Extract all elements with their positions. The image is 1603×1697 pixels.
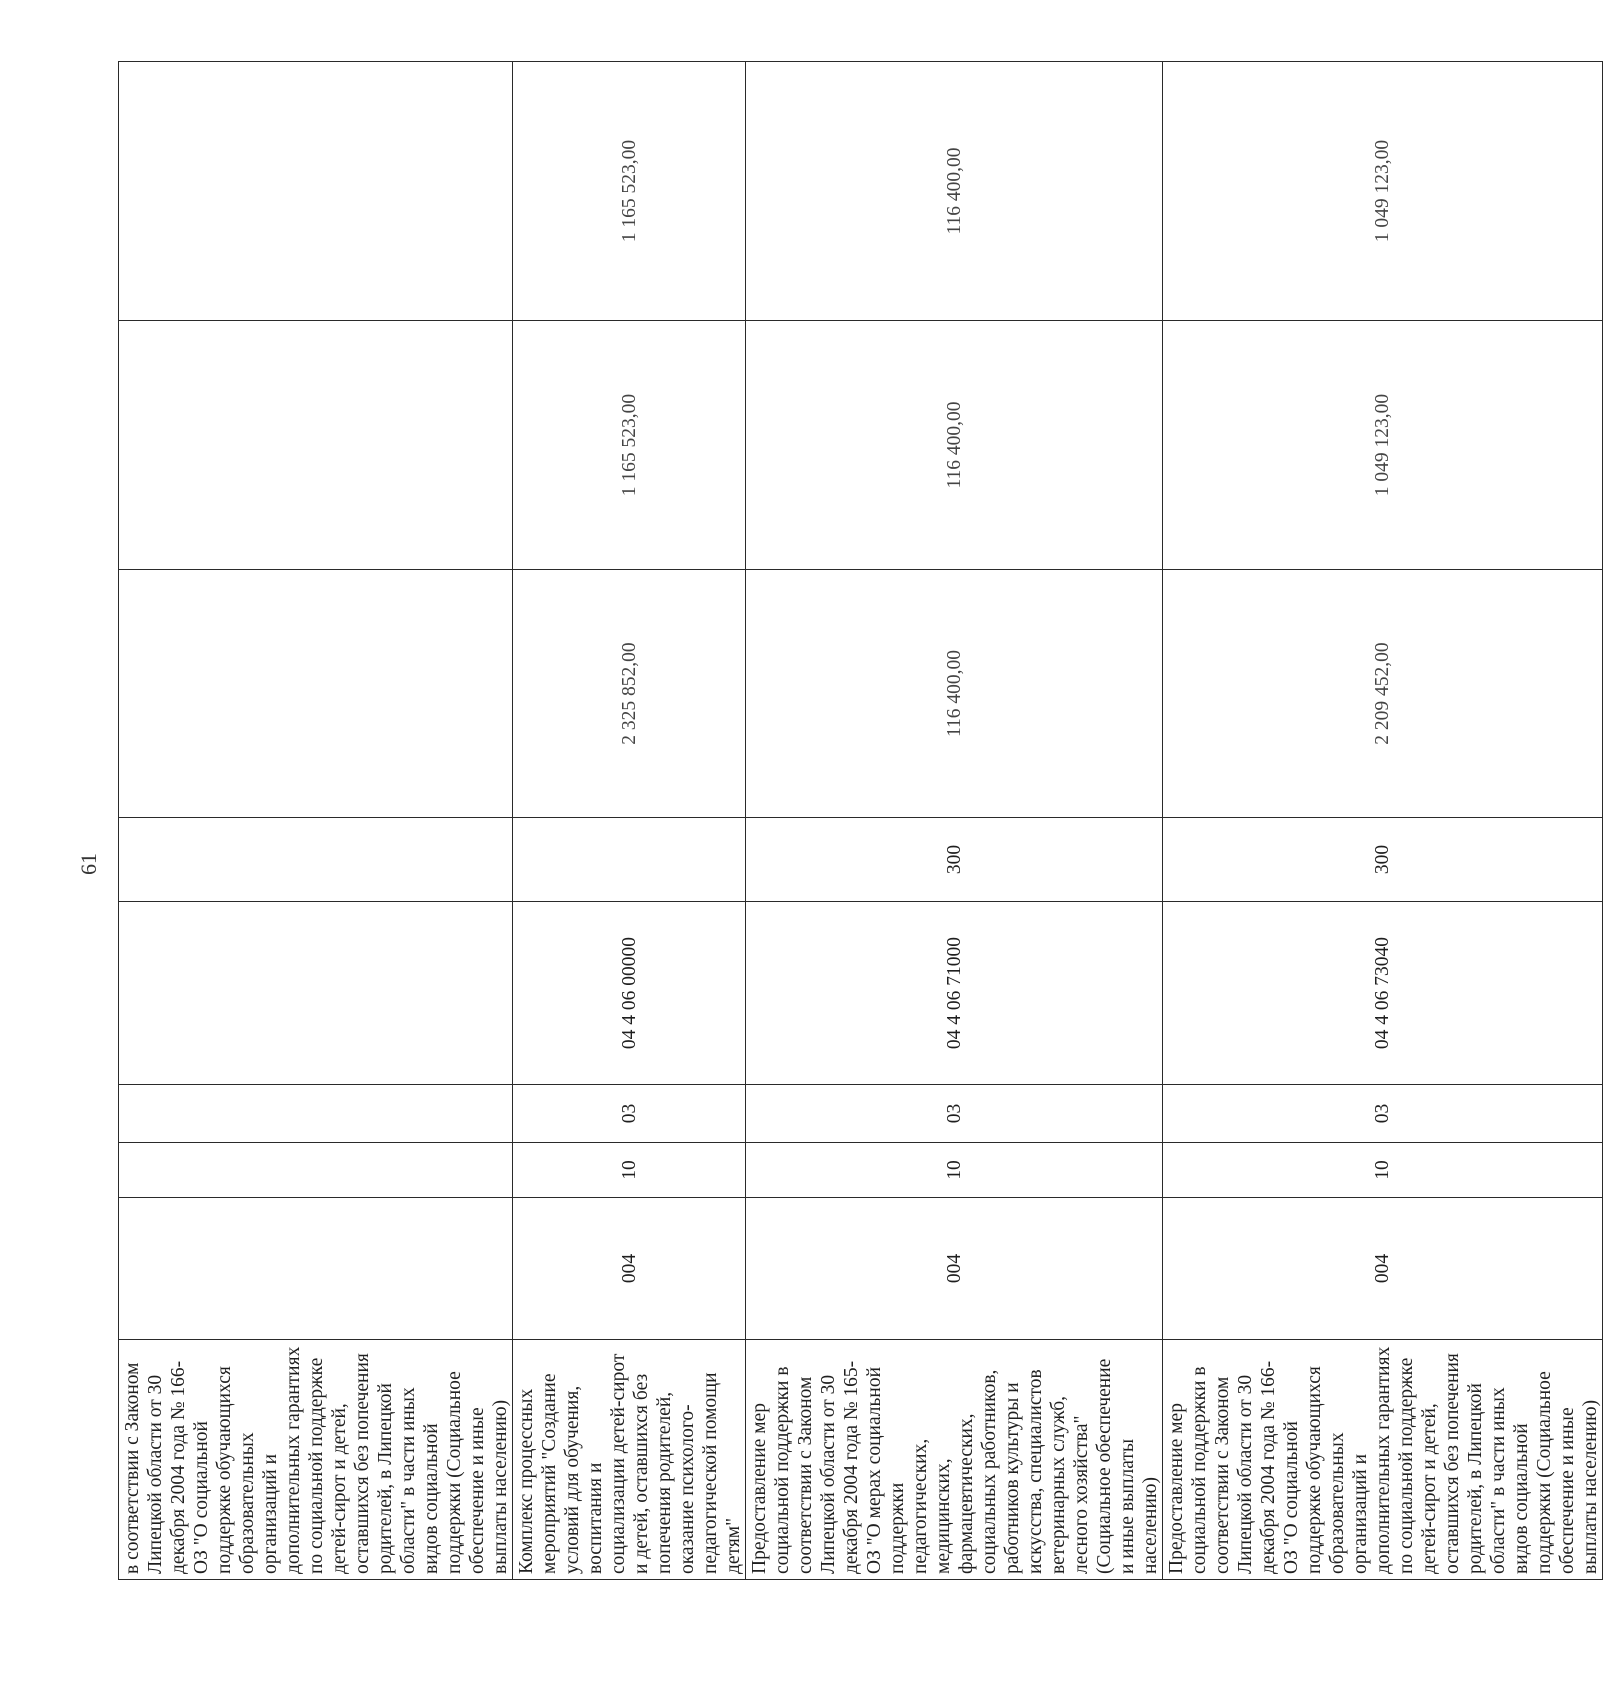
amount-a-cell: 116 400,00: [746, 321, 1163, 570]
row-description: Комплекс процессных мероприятий "Создание условий для обучения, воспитания и социализации детей-сирот и детей, оставшихся без попечения родителей, оказание психолого-педагогической помощи детям": [513, 1340, 746, 1580]
total-amount-cell: [119, 570, 513, 818]
amount-b-cell: 116 400,00: [746, 62, 1163, 321]
admin-code-cell: 004: [746, 1198, 1163, 1340]
table-row: [746, 62, 1163, 1580]
section-cell: 10: [513, 1143, 746, 1198]
admin-code-cell: [119, 1198, 513, 1340]
subsection-cell: [119, 1085, 513, 1143]
row-description: в соответствии с Законом Липецкой области от 30 декабря 2004 года № 166-ОЗ "О социальной поддержке обучающихся образовательных организаций и дополнительных гарантиях по социальной поддержке детей-сирот и детей, оставшихся без попечения родителей, в Липецкой области" в части иных видов социальной поддержки (Социальное обеспечение и иные выплаты населению): [119, 1340, 513, 1580]
expense-type-cell: 300: [746, 818, 1163, 902]
target-article-cell: 04 4 06 73040: [1163, 902, 1603, 1085]
total-amount-cell: 116 400,00: [746, 570, 1163, 818]
amount-a-cell: [119, 321, 513, 570]
amount-a-cell: 1 165 523,00: [513, 321, 746, 570]
amount-b-cell: [119, 62, 513, 321]
target-article-cell: 04 4 06 00000: [513, 902, 746, 1085]
row-description: Предоставление мер социальной поддержки в соответствии с Законом Липецкой области от 30 декабря 2004 года № 165-ОЗ "О мерах социальной поддержки педагогических, медицинских, фармацевтических, социальных работников, работников культуры и искусства, специалистов ветеринарных служб, лесного хозяйства" (Социальное обеспечение и иные выплаты населению): [746, 1340, 1163, 1580]
row-description: Предоставление мер социальной поддержки в соответствии с Законом Липецкой области от 30 декабря 2004 года № 166-ОЗ "О социальной поддержке обучающихся образовательных организаций и дополнительных гарантиях по социальной поддержке детей-сирот и детей, оставшихся без попечения родителей, в Липецкой области" в части иных видов социальной поддержки (Социальное обеспечение и иные выплаты населению): [1163, 1340, 1603, 1580]
table-row: [513, 62, 746, 1580]
table-row: [119, 62, 513, 1580]
budget-table: [118, 61, 1603, 1580]
total-amount-cell: 2 325 852,00: [513, 570, 746, 818]
admin-code-cell: 004: [1163, 1198, 1603, 1340]
amount-b-cell: 1 165 523,00: [513, 62, 746, 321]
amount-a-cell: 1 049 123,00: [1163, 321, 1603, 570]
subsection-cell: 03: [746, 1085, 1163, 1143]
table-row: [1163, 62, 1603, 1580]
page-number: 61: [76, 853, 101, 875]
admin-code-cell: 004: [513, 1198, 746, 1340]
section-cell: 10: [746, 1143, 1163, 1198]
target-article-cell: [119, 902, 513, 1085]
amount-b-cell: 1 049 123,00: [1163, 62, 1603, 321]
section-cell: [119, 1143, 513, 1198]
subsection-cell: 03: [1163, 1085, 1603, 1143]
total-amount-cell: 2 209 452,00: [1163, 570, 1603, 818]
expense-type-cell: 300: [1163, 818, 1603, 902]
expense-type-cell: [119, 818, 513, 902]
subsection-cell: 03: [513, 1085, 746, 1143]
expense-type-cell: [513, 818, 746, 902]
section-cell: 10: [1163, 1143, 1603, 1198]
target-article-cell: 04 4 06 71000: [746, 902, 1163, 1085]
